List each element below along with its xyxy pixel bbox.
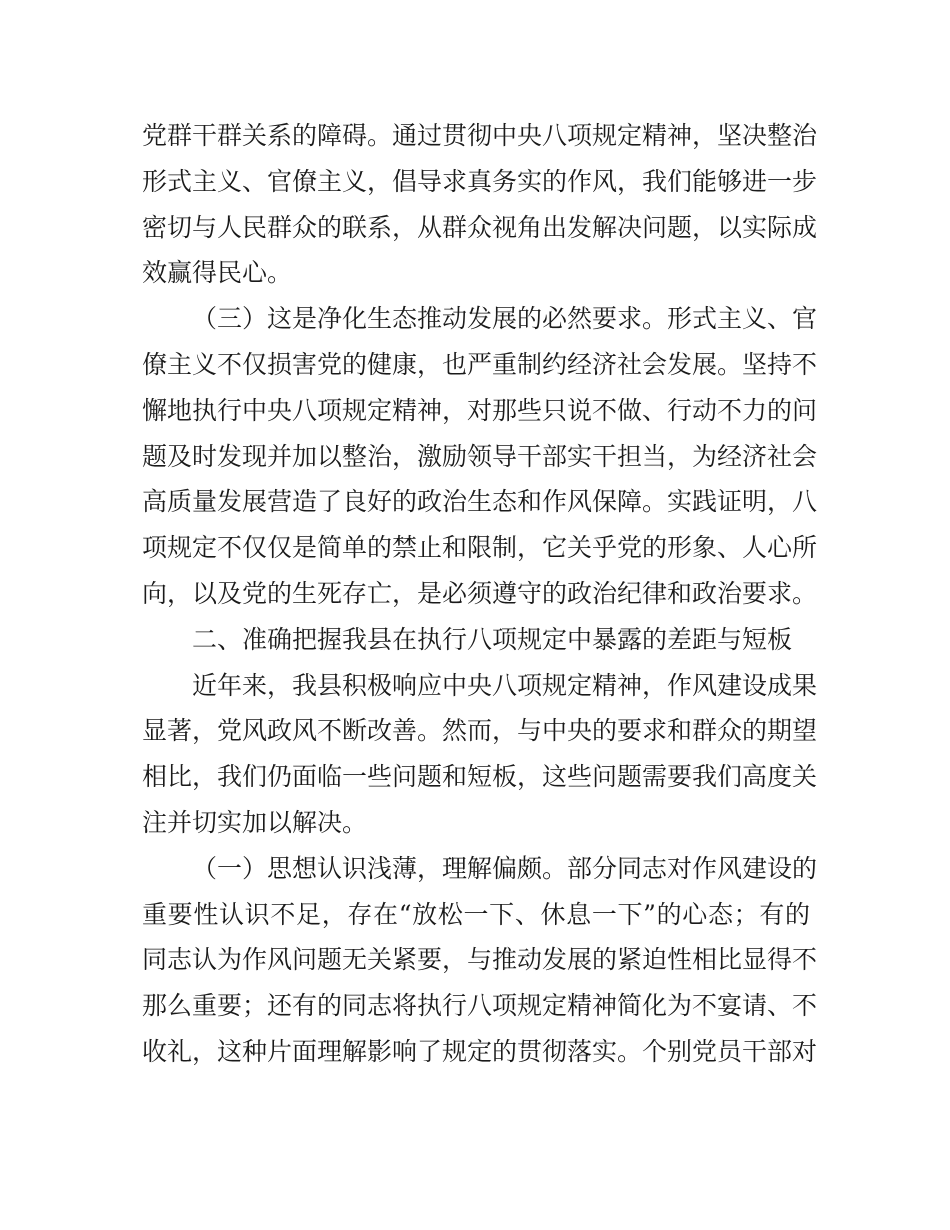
text-line: 显著，党风政风不断改善。然而，与中央的要求和群众的期望: [142, 716, 818, 746]
text-line: 党群干群关系的障碍。通过贯彻中央八项规定精神，坚决整治: [142, 121, 818, 150]
text-line: 懈地执行中央八项规定精神，对那些只说不做、行动不力的问: [142, 395, 818, 425]
text-line: （一）思想认识浅薄，理解偏颇。部分同志对作风建设的: [192, 853, 818, 883]
text-line: 僚主义不仅损害党的健康，也严重制约经济社会发展。坚持不: [142, 349, 818, 379]
paragraph-2: [142, 296, 818, 617]
text-line: （三）这是净化生态推动发展的必然要求。形式主义、官: [192, 304, 818, 334]
section-heading: [142, 617, 810, 663]
paragraph-3: [142, 663, 818, 846]
text-line: 收礼，这种片面理解影响了规定的贯彻落实。个别党员干部对: [142, 1036, 818, 1066]
text-line: 相比，我们仍面临一些问题和短板，这些问题需要我们高度关: [142, 762, 818, 792]
text-line: 近年来，我县积极响应中央八项规定精神，作风建设成果: [192, 670, 818, 700]
text-line: 效赢得民心。: [142, 258, 293, 288]
text-line: 重要性认识不足，存在“放松一下、休息一下”的心态；有的: [142, 899, 810, 929]
text-line: 同志认为作风问题无关紧要，与推动发展的紧迫性相比显得不: [142, 945, 818, 975]
paragraph-4: [142, 846, 818, 1075]
text-line: 向，以及党的生死存亡，是必须遵守的政治纪律和政治要求。: [142, 578, 818, 608]
paragraph-1: [142, 113, 818, 296]
text-line: 注并切实加以解决。: [142, 807, 368, 837]
text-line: 那么重要；还有的同志将执行八项规定精神简化为不宴请、不: [142, 991, 818, 1021]
text-line: 形式主义、官僚主义，倡导求真务实的作风，我们能够进一步: [142, 166, 818, 196]
text-line: 高质量发展营造了良好的政治生态和作风保障。实践证明，八: [142, 487, 818, 517]
text-line: 题及时发现并加以整治，激励领导干部实干担当，为经济社会: [142, 441, 818, 471]
text-line: 项规定不仅仅是简单的禁止和限制，它关乎党的形象、人心所: [142, 533, 818, 563]
text-line: 密切与人民群众的联系，从群众视角出发解决问题，以实际成: [142, 212, 818, 242]
section-heading-text: 二、准确把握我县在执行八项规定中暴露的差距与短板: [192, 624, 793, 654]
document-body: [142, 113, 818, 1075]
